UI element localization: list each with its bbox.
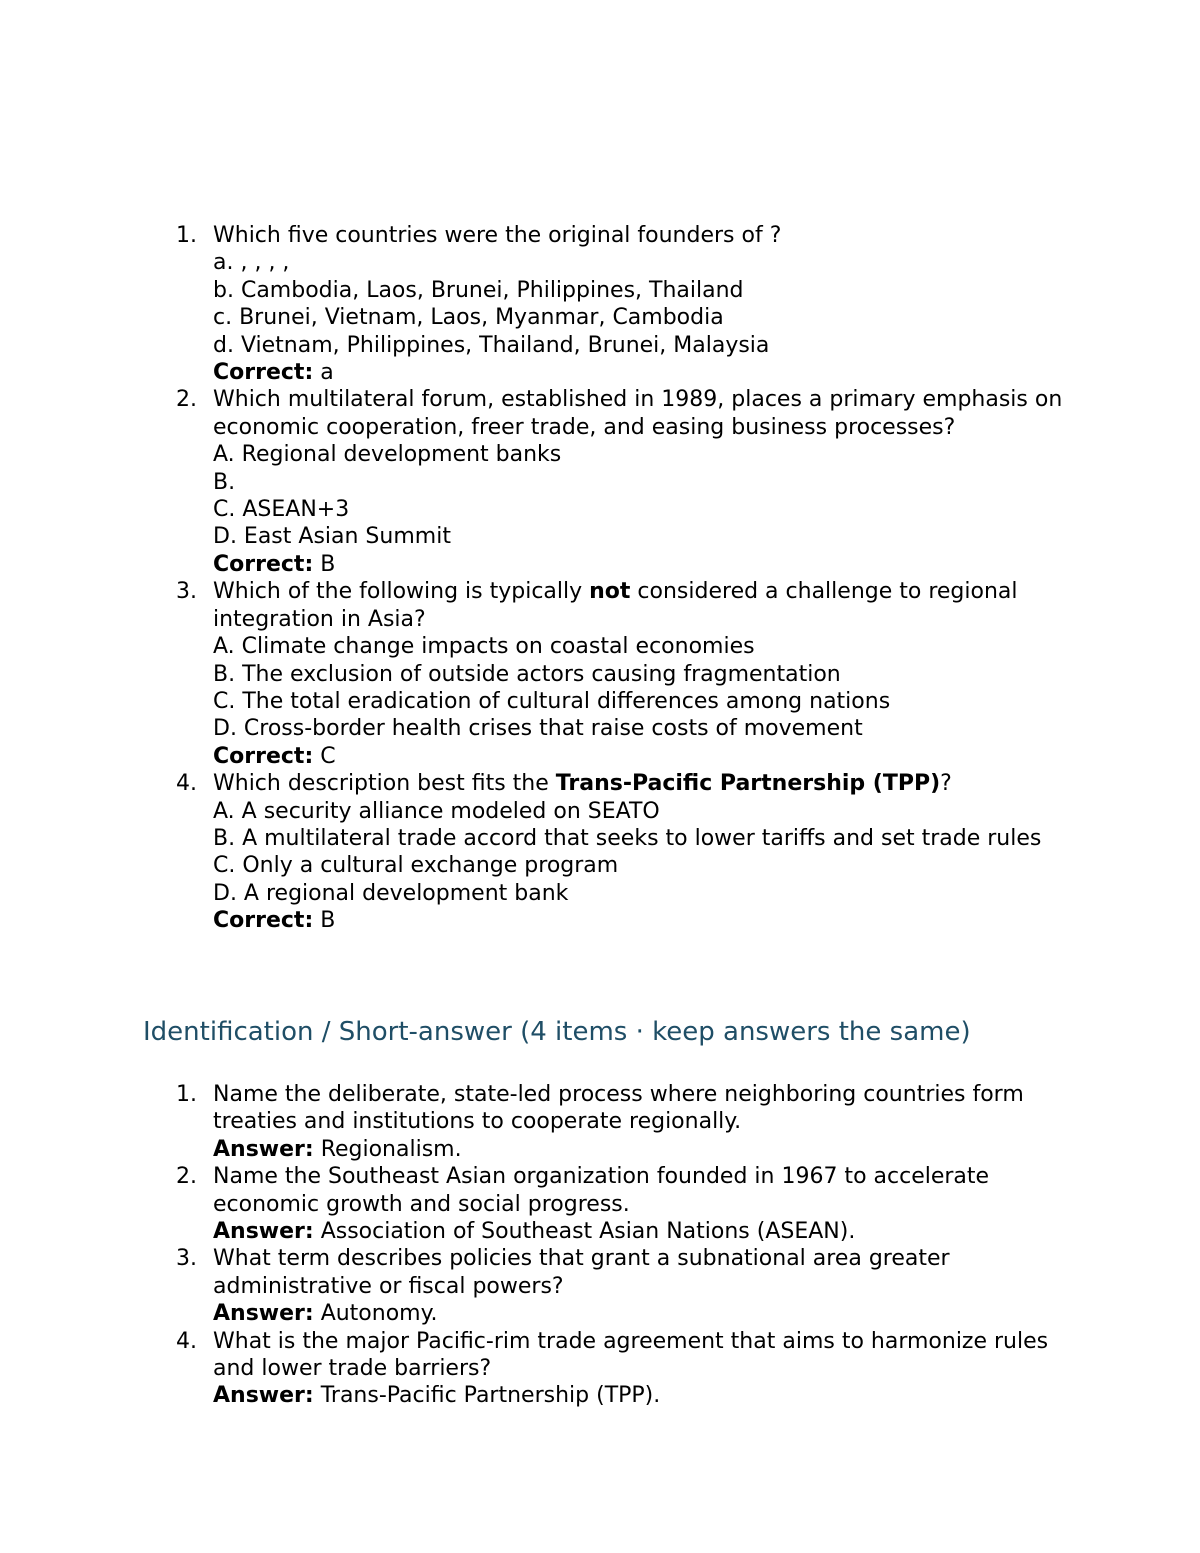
answer xyxy=(213,1136,1072,1163)
option-a: a. , , , , xyxy=(213,250,290,276)
id-item-4 xyxy=(172,1328,1072,1410)
identification-heading: Identification / Short-answer (4 items · keep answers the same) xyxy=(143,1017,971,1047)
id-item-1 xyxy=(172,1081,1072,1163)
answer-label: Answer: xyxy=(213,1383,314,1409)
answer-value: Trans-Pacific Partnership (TPP). xyxy=(320,1383,661,1409)
question-text-start: Which of the following is typically xyxy=(213,579,590,605)
correct-value: B xyxy=(320,908,336,934)
correct-answer xyxy=(213,359,1072,386)
option-b: B. A multilateral trade accord that seeks to lower tariffs and set trade rules xyxy=(213,825,1042,851)
answer-label: Answer: xyxy=(213,1136,314,1162)
option-a: A. Climate change impacts on coastal economies xyxy=(213,634,755,660)
option-c: C. The total eradication of cultural differences among nations xyxy=(213,688,891,714)
identification-list xyxy=(172,1081,1072,1410)
question-number: 4. xyxy=(176,771,197,797)
question-text-start: Which description best fits the xyxy=(213,771,556,797)
correct-label: Correct: xyxy=(213,360,314,386)
question-number: 3. xyxy=(176,579,197,605)
option-a: A. Regional development banks xyxy=(213,442,562,468)
correct-value: C xyxy=(320,743,336,769)
answer-label: Answer: xyxy=(213,1301,314,1327)
option-c: C. ASEAN+3 xyxy=(213,497,350,523)
question-emphasis: not xyxy=(589,579,631,605)
mcq-item-1 xyxy=(172,222,1072,386)
answer-value: Regionalism. xyxy=(320,1136,462,1162)
correct-label: Correct: xyxy=(213,551,314,577)
correct-label: Correct: xyxy=(213,908,314,934)
question-number: 1. xyxy=(176,1082,197,1107)
question-text: What term describes policies that grant a subnational area greater administrative or fiscal powers? xyxy=(213,1246,950,1299)
question-text-end: considered a challenge to regional integration in Asia? xyxy=(213,579,1018,632)
question-text: Name the Southeast Asian organization founded in 1967 to accelerate economic growth and social progress. xyxy=(213,1164,990,1217)
option-d: d. Vietnam, Philippines, Thailand, Brunei, Malaysia xyxy=(213,332,770,358)
correct-value: B xyxy=(320,551,336,577)
option-d: D. Cross-border health crises that raise costs of movement xyxy=(213,716,863,742)
question-emphasis: Trans-Pacific Partnership (TPP) xyxy=(555,771,941,797)
correct-answer xyxy=(213,743,1072,770)
option-b: b. Cambodia, Laos, Brunei, Philippines, Thailand xyxy=(213,277,744,303)
answer xyxy=(213,1218,1072,1245)
option-d: D. A regional development bank xyxy=(213,880,569,906)
option-c: C. Only a cultural exchange program xyxy=(213,853,619,879)
question-number: 1. xyxy=(176,223,197,248)
option-d: D. East Asian Summit xyxy=(213,524,451,550)
mcq-item-4 xyxy=(172,770,1072,934)
question-text xyxy=(213,578,1072,633)
correct-answer xyxy=(213,551,1072,578)
id-item-3 xyxy=(172,1245,1072,1327)
option-b: B. xyxy=(213,469,236,495)
question-number: 4. xyxy=(176,1328,197,1354)
option-a: A. A security alliance modeled on SEATO xyxy=(213,798,660,824)
option-b: B. The exclusion of outside actors causing fragmentation xyxy=(213,661,841,687)
question-number: 3. xyxy=(176,1246,197,1272)
question-number: 2. xyxy=(176,1164,197,1190)
id-item-2 xyxy=(172,1163,1072,1245)
option-c: c. Brunei, Vietnam, Laos, Myanmar, Cambodia xyxy=(213,305,724,331)
question-text: Which five countries were the original founders of ? xyxy=(213,223,782,248)
answer-value: Association of Southeast Asian Nations (ASEAN). xyxy=(320,1219,856,1245)
mcq-item-2 xyxy=(172,386,1072,578)
question-text xyxy=(213,770,1072,797)
question-text: What is the major Pacific-rim trade agreement that aims to harmonize rules and lower trade barriers? xyxy=(213,1328,1049,1382)
mcq-item-3 xyxy=(172,578,1072,770)
correct-answer xyxy=(213,907,1072,934)
answer-label: Answer: xyxy=(213,1219,314,1245)
correct-value: a xyxy=(320,360,334,386)
answer xyxy=(213,1300,1072,1327)
question-text: Name the deliberate, state-led process where neighboring countries form treaties and institutions to cooperate regionally. xyxy=(213,1082,1024,1135)
question-text: Which multilateral forum, established in 1989, places a primary emphasis on economic cooperation, freer trade, and easing business processes? xyxy=(213,387,1063,440)
answer xyxy=(213,1382,1072,1409)
question-number: 2. xyxy=(176,387,197,413)
answer-value: Autonomy. xyxy=(320,1301,438,1327)
correct-label: Correct: xyxy=(213,743,314,769)
question-text-end: ? xyxy=(940,771,952,797)
multiple-choice-list xyxy=(172,222,1072,935)
